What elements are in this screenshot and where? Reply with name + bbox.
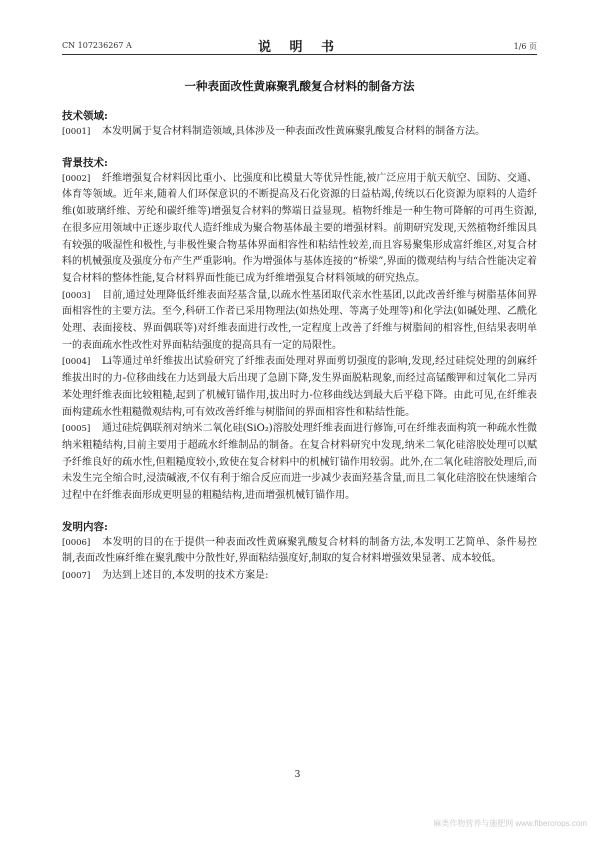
paragraph-number: [0004] (62, 357, 91, 368)
paragraph-text: 纤维增强复合材料因比重小、比强度和比模量大等优异性能,被广泛应用于航天航空、国防、交通、体育等领域。近年来,随着人们环保意识的不断提高及石化资源的日益枯竭,传统以石化资源为原料的人造纤维(如玻璃纤维、芳纶和碳纤维等)增强复合材料的弊端日益显现。植物纤维是一种生物可降解的可再生资源,在很多应用领域中正逐步取代人造纤维成为聚合物基体最主要的增强材料。前期研究发现,天然植物纤维因具有较强的吸湿性和极性,与非极性聚合物基体界面相容性和粘结性较差,而且容易聚集形成富纤维区,对复合材料的机械强度及强度分布产生严重影响。作为增强体与基体连接的“桥梁”,界面的微观结构与结合性能决定着复合材料的整体性能,复合材料界面性能已成为纤维增强复合材料领域的研究热点。 (62, 172, 537, 284)
header-divider (62, 54, 537, 55)
watermark: 麻类作物营养与施肥网 www.fibercrops.com (433, 819, 587, 828)
paragraph-0006 (62, 535, 537, 568)
paragraph-text: 目前,通过处理降低纤维表面羟基含量,以疏水性基团取代亲水性基团,以此改善纤维与树脂基体间界面相容性的主要方法。至今,科研工作者已采用物理法(如热处理、等离子处理等)和化学法(如碱处理、乙酰化处理、表面接枝、界面偶联等)对纤维表面进行改性,一定程度上改善了纤维与树脂间的相容性,但结果表明单一的表面疏水性改性对界面粘结强度的提高具有一定的局限性。 (62, 289, 537, 351)
publication-number: CN 107236267 A (62, 41, 132, 50)
paragraph-number: [0005] (62, 424, 91, 435)
paragraph-0003 (62, 288, 537, 355)
page-header (62, 34, 537, 55)
paragraph-0004 (62, 354, 537, 421)
paragraph-number: [0001] (62, 127, 91, 137)
section-heading-invention: 发明内容: (62, 520, 108, 533)
paragraph-text: 为达到上述目的,本发明的技术方案是: (102, 570, 269, 582)
document-body (62, 108, 537, 585)
paragraph-0005 (62, 421, 537, 505)
paragraph-number: [0002] (62, 173, 91, 184)
paragraph-0007 (62, 568, 537, 585)
section-heading-technical-field: 技术领域: (62, 110, 108, 122)
page-info: 1/6 页 (513, 42, 537, 51)
header-title: 说 明 书 (257, 40, 342, 55)
paragraph-number: [0007] (62, 571, 91, 582)
section-heading-background: 背景技术: (62, 156, 108, 169)
paragraph-number: [0003] (62, 290, 91, 301)
document-title: 一种表面改性黄麻聚乳酸复合材料的制备方法 (184, 79, 415, 93)
paragraph-text: 通过硅烷偶联剂对纳米二氧化硅(SiO₂)溶胶处理纤维表面进行修饰,可在纤维表面构筑一种疏水性微纳米粗糙结构,目前主要用于超疏水纤维制品的制备。在复合材料研究中发现,纳米二氧化硅溶胶处理可以赋予纤维良好的疏水性,但粗糙度较小,致使在复合材料中的机械钉锚作用较弱。此外,在二氧化硅溶胶处理后,而未发生完全缩合时,浸渍碱液,不仅有利于缩合反应而进一步减少表面羟基含量,而且二氧化硅溶胶在快速缩合过程中在纤维表面形成更明显的粗糙结构,进而增强机械钉锚作用。 (62, 423, 537, 502)
paragraph-text: 本发明的目的在于提供一种表面改性黄麻聚乳酸复合材料的制备方法,本发明工艺简单、条件易控制,表面改性麻纤维在聚乳酸中分散性好,界面粘结强度好,制取的复合材料增强效果显著、成本较低。 (62, 536, 537, 565)
paragraph-0001 (62, 124, 537, 141)
page-number: 3 (294, 770, 301, 780)
paragraph-text: Li等通过单纤维拔出试验研究了纤维表面处理对界面剪切强度的影响,发现,经过硅烷处理的剑麻纤维拔出时的力-位移曲线在力达到最大后出现了急剧下降,发生界面脱粘现象,而经过高锰酸钾和过氧化二异丙苯处理纤维表面比较粗糙,起到了机械钉锚作用,拔出时力-位移曲线达到最大后平稳下降。由此可见,在纤维表面构建疏水性粗糙微观结构,可有效改善纤维与树脂间的界面相容性和粘结性能。 (62, 356, 537, 418)
paragraph-number: [0006] (62, 537, 91, 548)
paragraph-text: 本发明属于复合材料制造领域,具体涉及一种表面改性黄麻聚乳酸复合材料的制备方法。 (102, 126, 486, 137)
paragraph-0002 (62, 171, 537, 288)
